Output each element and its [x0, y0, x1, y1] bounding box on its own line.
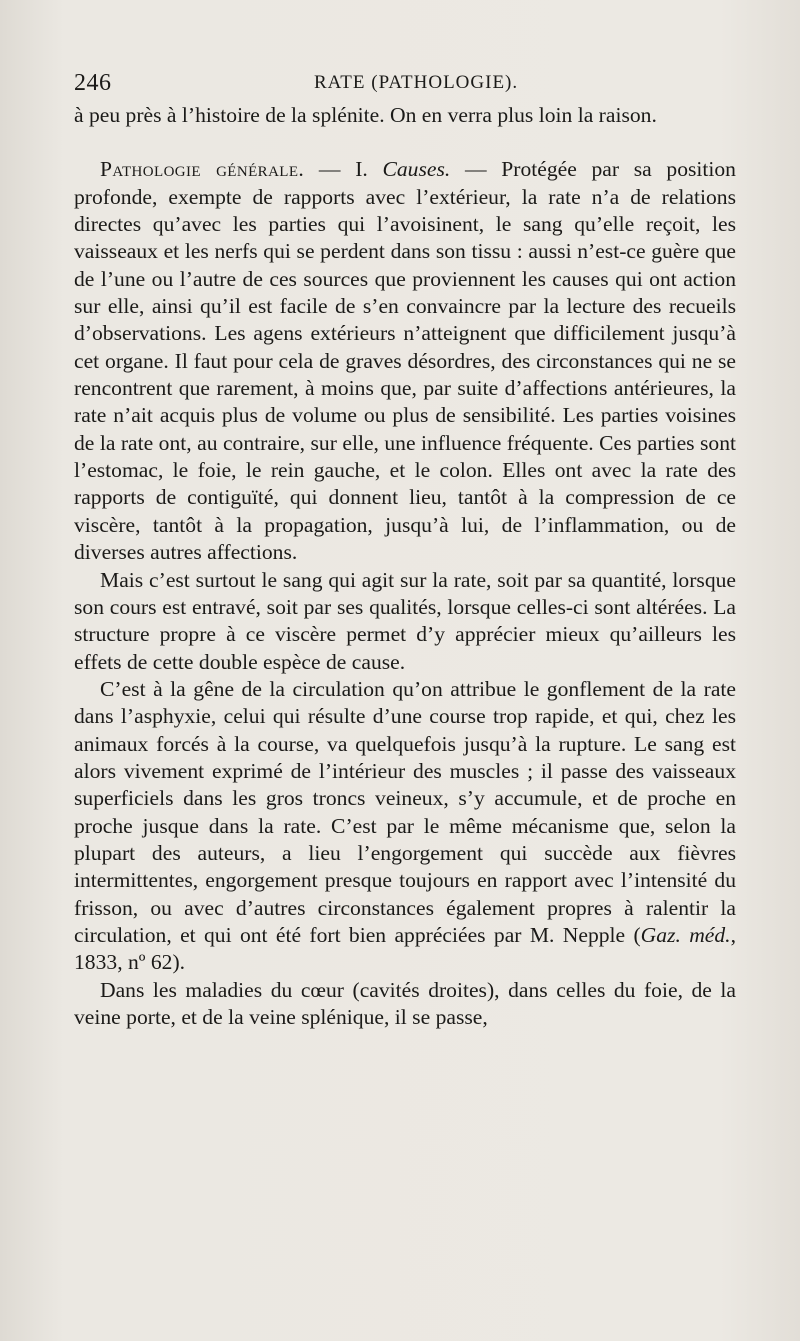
paragraph-circulation-text: C’est à la gêne de la circulation qu’on attribue le gonflement de la rate dans l’asphyxie, celui qui résulte d’une course trop rapide, et qui, chez les animaux forcés à la course, va quelquefois jusqu’à la rupture. Le sang est alors vivement exprimé de l’intérieur des muscles ; il passe des vaisseaux superficiels dans les gros troncs veineux, s’y accumule, et de proche en proche jusque dans la rate. C’est par le même mécanisme que, selon la plupart des auteurs, a lieu l’engorgement qui succède aux fièvres intermittentes, engorgement presque toujours en rapport avec l’intensité du frisson, ou avec d’autres circonstances également propres à ralentir la circulation, et qui ont été fort bien appréciées par M. Nepple (: [74, 676, 736, 947]
paragraph-causes: [74, 156, 736, 566]
page-header: [74, 66, 734, 100]
running-head: RATE (PATHOLOGIE).: [314, 72, 519, 93]
body-text: [74, 102, 736, 1031]
paragraph-continuation: à peu près à l’histoire de la splénite. On en verra plus loin la raison.: [74, 103, 657, 127]
paragraph-causes-text: — Protégée par sa position profonde, exempte de rapports avec l’extérieur, la rate n’a de relations directes qu’avec les parties qui l’avoisinent, le sang qu’elle reçoit, les vaisseaux et les nerfs qui se perdent dans son tissu : aussi n’est-ce guère que de l’une ou l’autre de ces sources que proviennent les causes qui ont action sur elle, ainsi qu’il est facile de s’en convaincre par la lecture des recueils d’observations. Les agens extérieurs n’atteignent que difficilement jusqu’à cet organe. Il faut pour cela de graves désordres, des circonstances qui ne se rencontrent que rarement, à moins que, par suite d’affections antérieures, la rate n’ait acquis plus de volume ou plus de sensibilité. Les parties voisines de la rate ont, au contraire, sur elle, une influence fréquente. Ces parties sont l’estomac, le foie, le rein gauche, et le colon. Elles ont avec la rate des rapports de contiguïté, qui donnent lieu, tantôt à la compression de ce viscère, tantôt à la propagation, jusqu’à lui, de l’inflammation, ou de diverses autres affections.: [74, 157, 736, 565]
section-heading: Pathologie générale.: [100, 157, 305, 182]
citation-journal: Gaz. méd.: [640, 922, 731, 947]
paragraph-circulation: [74, 676, 736, 977]
citation-reference: , 1833, nº 62).: [74, 922, 736, 975]
subsection-heading: Causes.: [382, 157, 451, 182]
paragraph-coeur: Dans les maladies du cœur (cavités droites), dans celles du foie, de la veine porte, et de la veine splénique, il se passe,: [74, 977, 736, 1029]
page-number: 246: [74, 70, 112, 96]
section-number: — I.: [318, 157, 368, 182]
paragraph-sang: Mais c’est surtout le sang qui agit sur la rate, soit par sa quantité, lorsque son cours est entravé, soit par ses qualités, lorsque celles-ci sont altérées. La structure propre à ce viscère permet d’y apprécier mieux qu’ailleurs les effets de cette double espèce de cause.: [74, 567, 736, 674]
